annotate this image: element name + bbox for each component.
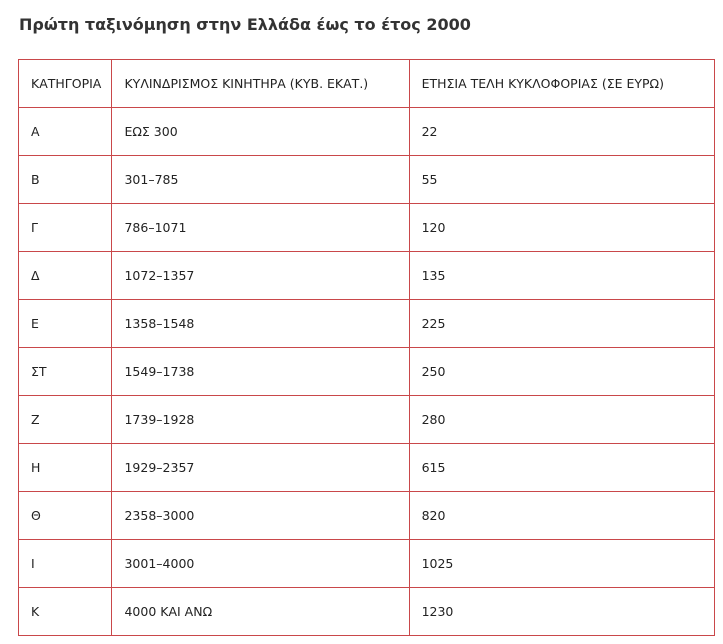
category-cell: Δ: [19, 252, 112, 300]
displacement-cell: 4000 ΚΑΙ ΑΝΩ: [112, 588, 409, 636]
fee-cell: 250: [409, 348, 714, 396]
displacement-cell: 1739–1928: [112, 396, 409, 444]
category-cell: Ζ: [19, 396, 112, 444]
fee-cell: 120: [409, 204, 714, 252]
category-cell: Γ: [19, 204, 112, 252]
fee-cell: 55: [409, 156, 714, 204]
table-row: [19, 348, 715, 396]
table-row: [19, 108, 715, 156]
table-row: [19, 588, 715, 636]
fee-cell: 1025: [409, 540, 714, 588]
table-header-row: [19, 60, 715, 108]
displacement-cell: 1072–1357: [112, 252, 409, 300]
table-row: [19, 396, 715, 444]
displacement-cell: 3001–4000: [112, 540, 409, 588]
page-title: Πρώτη ταξινόμηση στην Ελλάδα έως το έτος 2000: [19, 15, 471, 34]
category-cell: Α: [19, 108, 112, 156]
fee-cell: 1230: [409, 588, 714, 636]
displacement-cell: ΕΩΣ 300: [112, 108, 409, 156]
header-category: ΚΑΤΗΓΟΡΙΑ: [19, 60, 112, 108]
table-row: [19, 492, 715, 540]
category-cell: Κ: [19, 588, 112, 636]
displacement-cell: 1549–1738: [112, 348, 409, 396]
category-cell: Β: [19, 156, 112, 204]
displacement-cell: 1358–1548: [112, 300, 409, 348]
category-cell: Θ: [19, 492, 112, 540]
category-cell: Ι: [19, 540, 112, 588]
displacement-cell: 786–1071: [112, 204, 409, 252]
displacement-cell: 301–785: [112, 156, 409, 204]
category-cell: Ε: [19, 300, 112, 348]
fee-cell: 22: [409, 108, 714, 156]
table-row: [19, 300, 715, 348]
circulation-fees-table: [18, 59, 715, 636]
fee-cell: 225: [409, 300, 714, 348]
category-cell: Η: [19, 444, 112, 492]
category-cell: ΣΤ: [19, 348, 112, 396]
fee-cell: 820: [409, 492, 714, 540]
table-row: [19, 444, 715, 492]
fee-cell: 135: [409, 252, 714, 300]
table-row: [19, 204, 715, 252]
header-annual-fees: ΕΤΗΣΙΑ ΤΕΛΗ ΚΥΚΛΟΦΟΡΙΑΣ (ΣΕ ΕΥΡΩ): [409, 60, 714, 108]
table-row: [19, 252, 715, 300]
table-row: [19, 540, 715, 588]
fee-cell: 615: [409, 444, 714, 492]
displacement-cell: 2358–3000: [112, 492, 409, 540]
header-engine-displacement: ΚΥΛΙΝΔΡΙΣΜΟΣ ΚΙΝΗΤΗΡΑ (ΚΥΒ. ΕΚΑΤ.): [112, 60, 409, 108]
table-row: [19, 156, 715, 204]
displacement-cell: 1929–2357: [112, 444, 409, 492]
fee-cell: 280: [409, 396, 714, 444]
